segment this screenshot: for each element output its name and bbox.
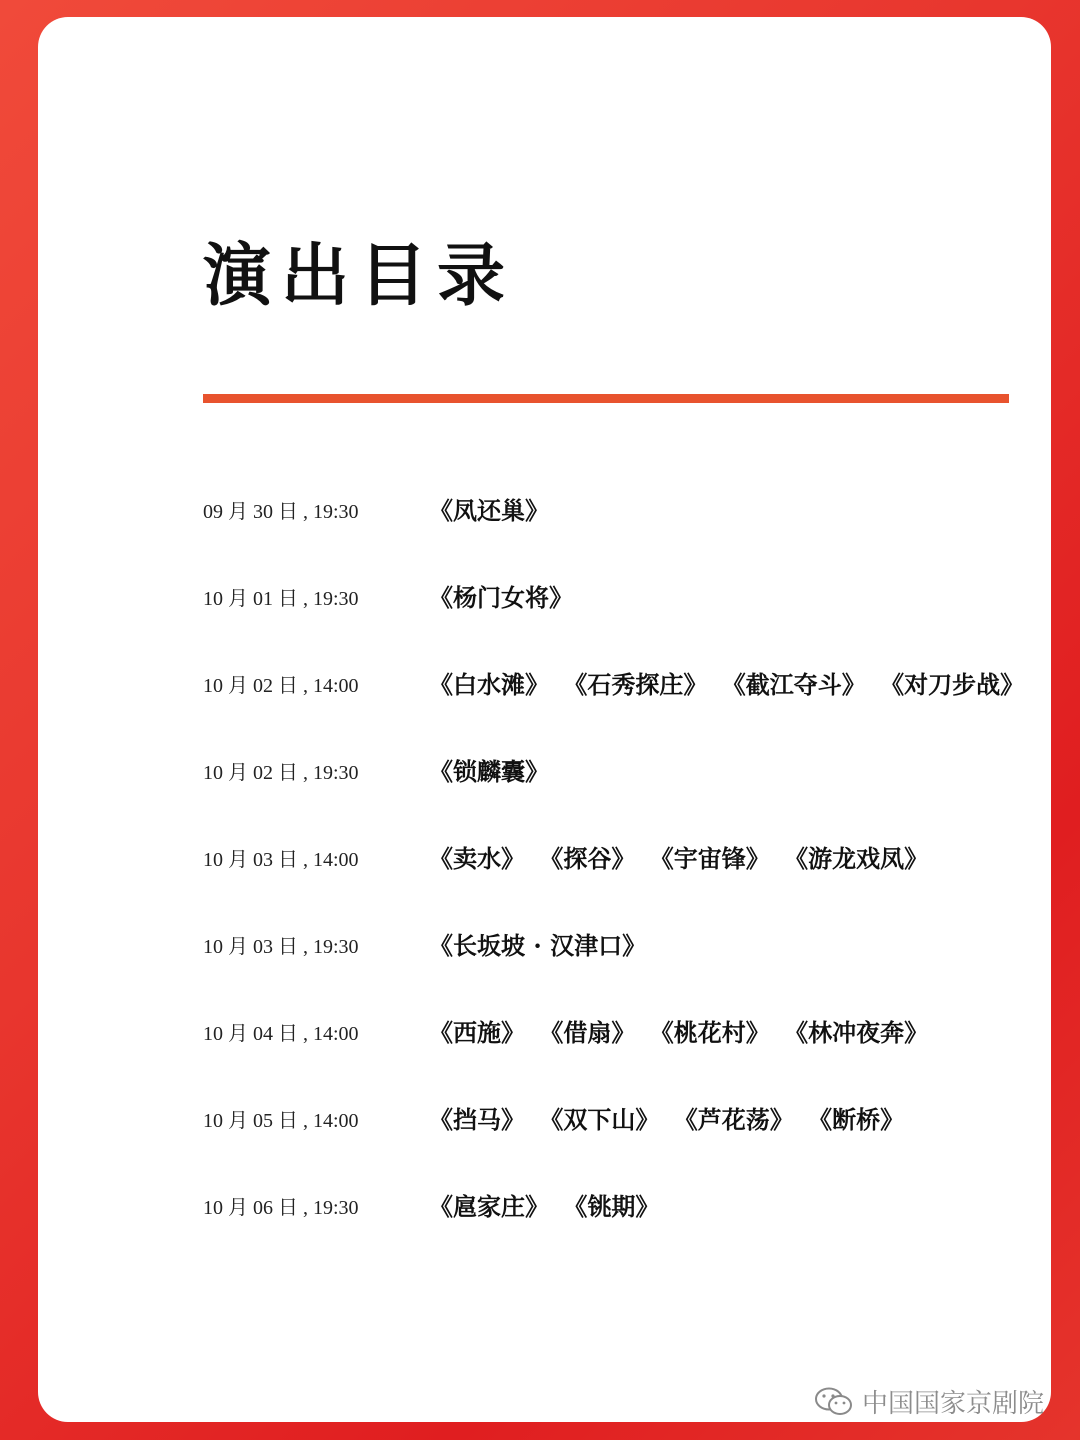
show-title: 《杨门女将》 [429, 583, 573, 612]
schedule-shows [429, 752, 555, 787]
show-title: 《锁麟囊》 [429, 757, 549, 786]
schedule-row [203, 1191, 1023, 1278]
schedule-date: 10 月 01 日 , 19:30 [203, 588, 359, 610]
show-title: 《铫期》 [563, 1192, 660, 1221]
show-title: 《断桥》 [808, 1105, 905, 1134]
show-title: 《芦花荡》 [673, 1105, 794, 1134]
show-title: 《长坂坡 · 汉津口》 [429, 931, 647, 960]
schedule-shows [429, 1187, 665, 1222]
schedule-row [203, 495, 1023, 582]
show-title: 《探谷》 [539, 844, 636, 873]
schedule-shows [429, 1013, 934, 1048]
show-title: 《截江夺斗》 [721, 670, 866, 699]
schedule-row [203, 843, 1023, 930]
schedule-row [203, 582, 1023, 669]
show-title: 《白水滩》 [429, 670, 549, 699]
watermark [814, 1383, 1044, 1420]
schedule-date: 10 月 02 日 , 19:30 [203, 762, 359, 784]
schedule-row [203, 930, 1023, 1017]
content-card [38, 17, 1051, 1422]
show-title: 《对刀步战》 [880, 670, 1025, 699]
schedule-date: 10 月 05 日 , 14:00 [203, 1110, 359, 1132]
schedule-row [203, 1104, 1023, 1191]
schedule-shows [429, 491, 555, 526]
show-title: 《借扇》 [539, 1018, 636, 1047]
schedule-date: 10 月 02 日 , 14:00 [203, 675, 359, 697]
page-title: 演出目录 [203, 236, 516, 316]
title-divider [203, 394, 1009, 403]
show-title: 《游龙戏凤》 [784, 844, 929, 873]
show-title: 《凤还巢》 [429, 496, 549, 525]
watermark-text: 中国国家京剧院 [861, 1389, 1044, 1419]
schedule-shows [429, 839, 934, 874]
show-title: 《桃花村》 [649, 1018, 770, 1047]
schedule-row [203, 756, 1023, 843]
show-title: 《石秀探庄》 [563, 670, 708, 699]
show-title: 《双下山》 [539, 1105, 660, 1134]
schedule-shows [429, 1100, 910, 1135]
schedule-date: 10 月 04 日 , 14:00 [203, 1023, 359, 1045]
show-title: 《林冲夜奔》 [784, 1018, 929, 1047]
schedule-date: 10 月 03 日 , 14:00 [203, 849, 359, 871]
schedule-shows [429, 665, 1030, 700]
show-title: 《西施》 [429, 1018, 525, 1047]
show-title: 《宇宙锋》 [649, 844, 770, 873]
show-title: 《挡马》 [429, 1105, 525, 1134]
schedule-row [203, 669, 1023, 756]
schedule-date: 10 月 06 日 , 19:30 [203, 1197, 359, 1219]
show-title: 《卖水》 [429, 844, 525, 873]
show-title: 《扈家庄》 [429, 1192, 549, 1221]
schedule-date: 10 月 03 日 , 19:30 [203, 936, 359, 958]
schedule-date: 09 月 30 日 , 19:30 [203, 501, 359, 523]
schedule-row [203, 1017, 1023, 1104]
wechat-icon [814, 1386, 854, 1418]
schedule-list [203, 495, 1023, 1278]
schedule-shows [429, 926, 652, 961]
schedule-shows [429, 578, 579, 613]
